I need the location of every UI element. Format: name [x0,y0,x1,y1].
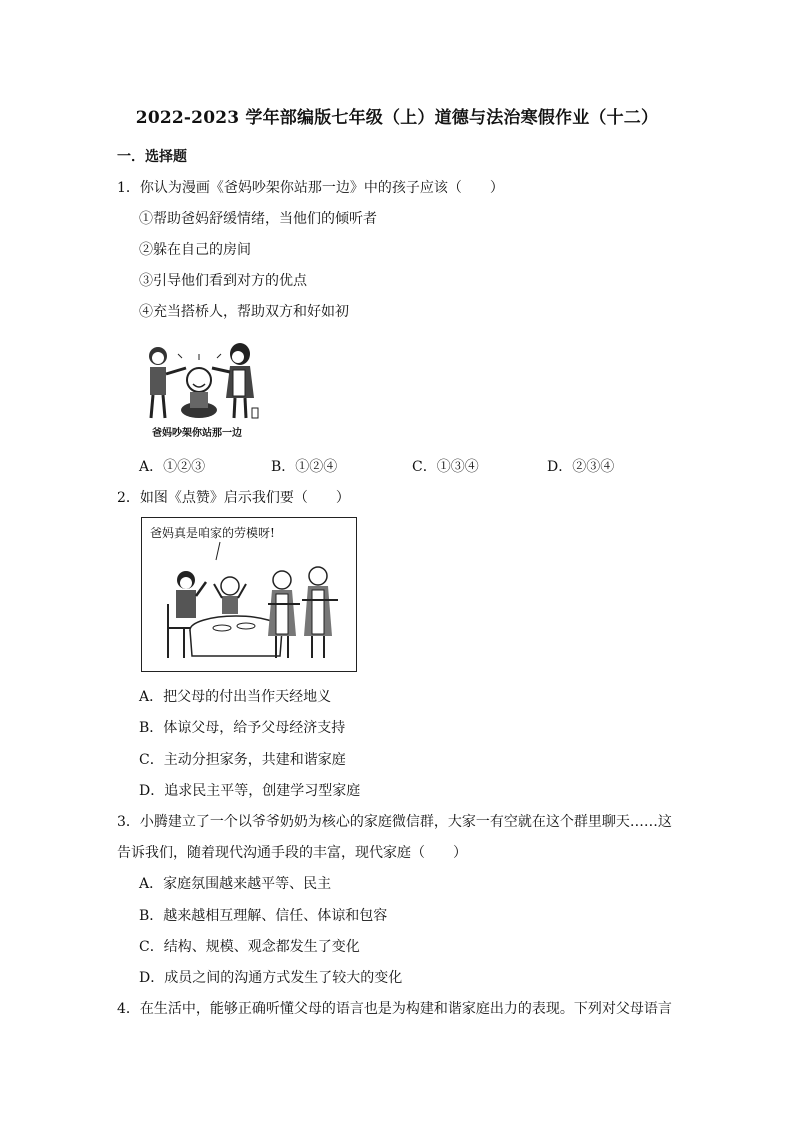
document-title: 2022-2023 学年部编版七年级（上）道德与法治寒假作业（十二） [135,108,659,128]
question-1-option-b[interactable]: B．①②④ [271,459,338,475]
cartoon-1-caption: 爸妈吵架你站那一边 [152,428,242,439]
question-1-option-c[interactable]: C．①③④ [412,459,479,475]
question-3-option-a[interactable]: A．家庭氛围越来越平等、民主 [139,876,332,892]
question-2-option-a[interactable]: A．把父母的付出当作天经地义 [139,689,332,705]
question-2-stem: 2．如图《点赞》启示我们要（ ） [117,490,350,506]
question-2-option-c[interactable]: C．主动分担家务，共建和谐家庭 [139,752,346,768]
question-1-option-a[interactable]: A．①②③ [139,459,206,475]
question-1-item-3: ③引导他们看到对方的优点 [139,273,307,289]
question-1-item-2: ②躲在自己的房间 [139,242,251,258]
question-3-stem-line-1: 3．小腾建立了一个以爷爷奶奶为核心的家庭微信群，大家一有空就在这个群里聊天……这 [117,814,672,830]
cartoon-thumbs-up [141,517,357,672]
question-3-option-b[interactable]: B．越来越相互理解、信任、体谅和包容 [139,908,388,924]
question-4-stem-line-1: 4．在生活中，能够正确听懂父母的语言也是为构建和谐家庭出力的表现。下列对父母语言 [117,1001,672,1017]
question-1-item-4: ④充当搭桥人，帮助双方和好如初 [139,304,349,320]
section-heading: 一．选择题 [117,149,187,165]
question-1-item-1: ①帮助爸妈舒缓情绪，当他们的倾听者 [139,211,377,227]
question-1-option-d[interactable]: D．②③④ [547,459,615,475]
question-2-option-d[interactable]: D．追求民主平等，创建学习型家庭 [139,783,361,799]
question-3-stem-line-2: 告诉我们，随着现代沟通手段的丰富，现代家庭（ ） [117,845,467,861]
question-1-stem: 1．你认为漫画《爸妈吵架你站那一边》中的孩子应该（ ） [117,180,504,196]
cartoon-parents-arguing [142,336,262,442]
question-2-option-b[interactable]: B．体谅父母，给予父母经济支持 [139,720,346,736]
question-3-option-c[interactable]: C．结构、规模、观念都发生了变化 [139,939,360,955]
cartoon-2-speech-bubble: 爸妈真是咱家的劳模呀! [150,526,275,540]
question-3-option-d[interactable]: D．成员之间的沟通方式发生了较大的变化 [139,970,403,986]
